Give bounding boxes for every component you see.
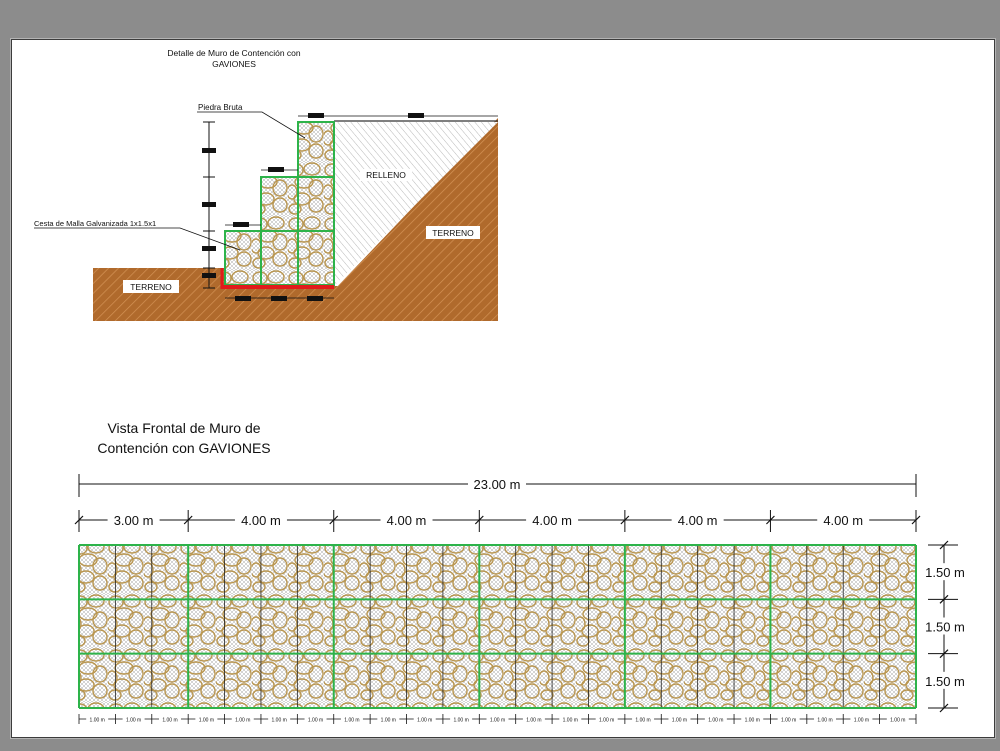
unit-length-label: 1.00 m xyxy=(526,717,542,724)
section-detail xyxy=(34,48,498,321)
unit-length-label: 1.00 m xyxy=(780,717,797,724)
unit-length-label: 1.00 m xyxy=(235,717,251,724)
segment-length-label: 4.00 m xyxy=(823,513,864,528)
unit-length-label: 1.00 m xyxy=(671,717,688,724)
unit-length-label: 1.00 m xyxy=(125,717,142,724)
unit-length-label: 1.00 m xyxy=(271,717,287,724)
unit-length-label: 1.00 m xyxy=(453,717,469,724)
unit-length-label: 1.00 m xyxy=(890,717,906,724)
front-title-line1: Vista Frontal de Muro de xyxy=(107,420,261,436)
unit-length-label: 1.00 m xyxy=(89,717,105,724)
segment-length-label: 4.00 m xyxy=(241,513,281,528)
ground-under-base xyxy=(220,286,498,321)
row-height-label: 1.50 m xyxy=(925,565,965,581)
detail-title-line1: Detalle de Muro de Contención con xyxy=(167,48,301,58)
unit-dimension-line xyxy=(79,714,916,724)
row-height-dimensions xyxy=(920,541,970,712)
segment-length-label: 4.00 m xyxy=(386,513,427,528)
unit-length-label: 1.00 m xyxy=(562,717,578,724)
front-title-line2: Contención con GAVIONES xyxy=(97,440,271,456)
segment-dimension-line xyxy=(75,510,920,532)
unit-length-label: 1.00 m xyxy=(380,717,396,724)
segment-length-label: 3.00 m xyxy=(113,513,154,528)
unit-length-label: 1.00 m xyxy=(489,717,506,724)
detail-title-line2: GAVIONES xyxy=(212,59,256,69)
unit-length-label: 1.00 m xyxy=(853,717,870,724)
gabion-wall xyxy=(79,545,916,708)
front-view xyxy=(75,420,970,724)
unit-length-label: 1.00 m xyxy=(744,717,760,724)
label-fill: RELLENO xyxy=(366,170,406,180)
unit-length-label: 1.00 m xyxy=(708,717,724,724)
unit-length-label: 1.00 m xyxy=(198,717,215,724)
unit-length-label: 1.00 m xyxy=(817,717,833,724)
label-stone: Piedra Bruta xyxy=(198,103,243,112)
total-length-label: 23.00 m xyxy=(473,477,521,492)
unit-length-label: 1.00 m xyxy=(599,717,615,724)
unit-length-label: 1.00 m xyxy=(162,717,178,724)
red-base-slab xyxy=(222,285,334,289)
segment-length-label: 4.00 m xyxy=(677,513,718,528)
gabion-section-blocks xyxy=(225,122,334,285)
unit-length-label: 1.00 m xyxy=(635,717,651,724)
label-basket: Cesta de Malla Galvanizada 1x1.5x1 xyxy=(34,219,157,228)
label-ground-left: TERRENO xyxy=(130,282,172,292)
unit-length-label: 1.00 m xyxy=(344,717,360,724)
segment-length-label: 4.00 m xyxy=(532,513,572,528)
unit-length-label: 1.00 m xyxy=(307,717,324,724)
label-ground-right: TERRENO xyxy=(432,228,474,238)
row-height-label: 1.50 m xyxy=(925,619,965,635)
row-height-label: 1.50 m xyxy=(925,673,965,689)
unit-length-label: 1.00 m xyxy=(417,717,433,724)
